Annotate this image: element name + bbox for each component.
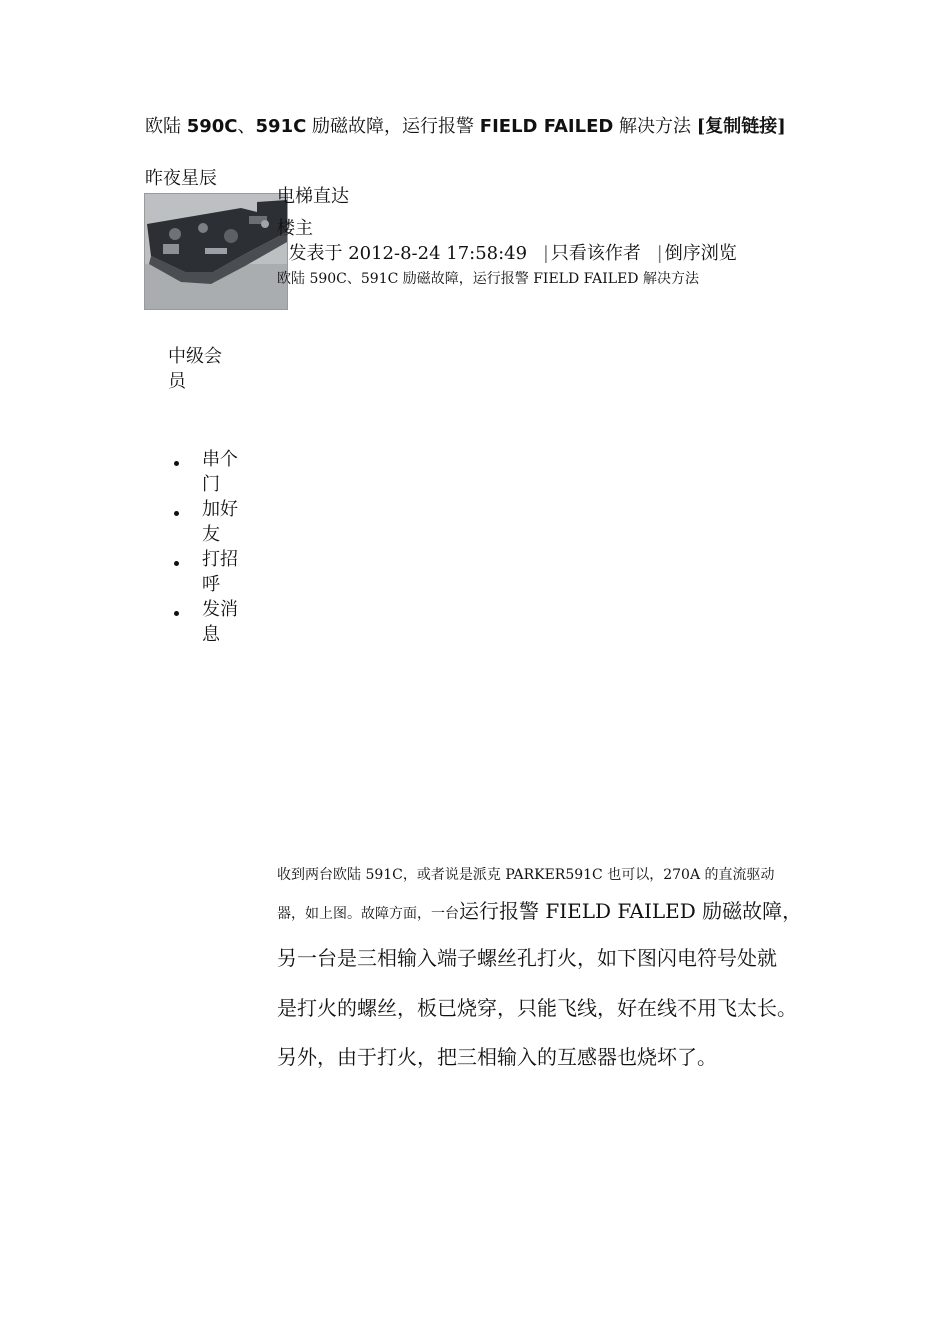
action-label: 发消息	[202, 599, 238, 645]
author-avatar[interactable]	[144, 193, 288, 310]
title-field-failed: FIELD FAILED	[479, 116, 614, 137]
bullet-icon	[174, 461, 179, 466]
action-label: 加好友	[202, 499, 238, 545]
bullet-icon	[174, 511, 179, 516]
bullet-icon	[174, 611, 179, 616]
posted-icon	[277, 243, 288, 264]
post-body-small: 器，如上图。故障方面，一台	[277, 906, 459, 922]
post-body-line: 另外，由于打火，把三相输入的互感器也烧坏了。	[277, 1045, 717, 1069]
posted-time: 2012-8-24 17:58:49	[348, 243, 528, 264]
bullet-icon	[174, 561, 179, 566]
only-author-link[interactable]: 只看该作者	[550, 243, 641, 264]
author-action-list	[168, 447, 242, 647]
elevator-link[interactable]: 电梯直达	[277, 186, 349, 207]
copy-link-button[interactable]: [复制链接]	[696, 116, 786, 137]
title-model-590c: 590C	[186, 116, 238, 137]
post-body-large: 运行报警 FIELD FAILED 励磁故障，	[459, 899, 803, 923]
action-message[interactable]	[168, 597, 242, 647]
action-greet[interactable]	[168, 547, 242, 597]
avatar-image	[145, 194, 287, 309]
post-title	[145, 114, 786, 140]
post-meta	[277, 239, 737, 265]
post-body-line: 收到两台欧陆 591C，或者说是派克 PARKER591C 也可以，270A 的直流驱动	[277, 867, 775, 883]
title-sep: 、	[237, 116, 256, 137]
post-body-line: 另一台是三相输入端子螺丝孔打火，如下图闪电符号处就	[277, 946, 777, 970]
title-text-pre: 欧陆	[145, 116, 187, 137]
floor-label: 楼主	[277, 218, 313, 239]
post-body-line	[277, 895, 802, 930]
title-text-mid: 励磁故障，运行报警	[306, 116, 480, 137]
meta-separator: |	[542, 243, 549, 264]
action-label: 串个门	[202, 449, 238, 495]
meta-separator: |	[656, 243, 663, 264]
title-text-post: 解决方法	[613, 116, 697, 137]
reverse-order-link[interactable]: 倒序浏览	[664, 243, 737, 264]
posted-prefix: 发表于	[288, 243, 343, 264]
title-model-591c: 591C	[255, 116, 307, 137]
author-rank: 中级会员	[168, 346, 222, 392]
post-body-line: 是打火的螺丝，板已烧穿，只能飞线，好在线不用飞太长。	[277, 996, 797, 1020]
action-label: 打招呼	[202, 549, 238, 595]
action-visit[interactable]	[168, 447, 242, 497]
author-name[interactable]: 昨夜星辰	[145, 168, 217, 189]
action-add-friend[interactable]	[168, 497, 242, 547]
post-subtitle: 欧陆 590C、591C 励磁故障，运行报警 FIELD FAILED 解决方法	[277, 271, 699, 287]
